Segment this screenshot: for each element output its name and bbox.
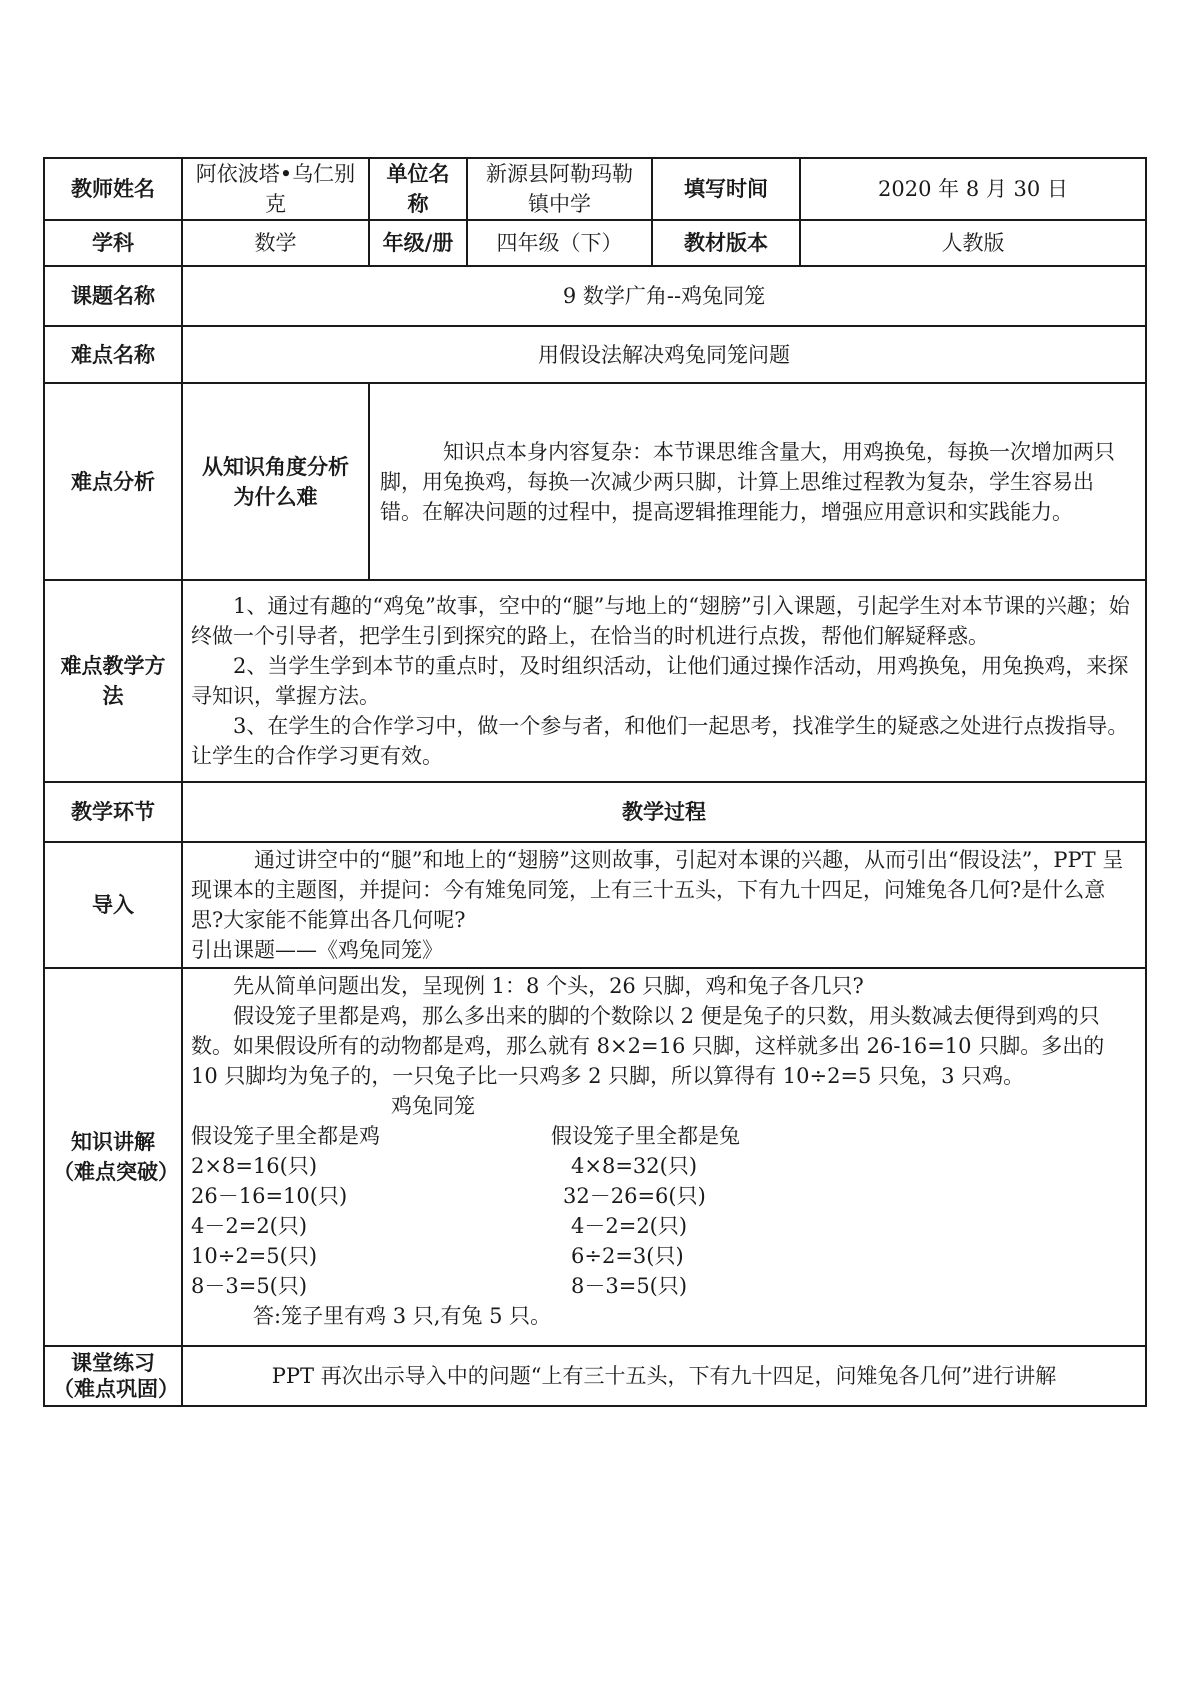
intro-text: 通过讲空中的“腿”和地上的“翅膀”这则故事，引起对本课的兴趣，从而引出“假设法”，PPT 呈现课本的主题图，并提问：今有雉兔同笼，上有三十五头，下有九十四足，问雉兔各几何?是什么意思?大家能不能算出各几何呢? xyxy=(191,848,1124,932)
method-p2: 2、当学生学到本节的重点时，及时组织活动，让他们通过操作活动，用鸡换兔，用兔换鸡，来探寻知识，掌握方法。 xyxy=(191,654,1129,708)
chicken-step: 10÷2=5(只) xyxy=(191,1244,318,1268)
row-intro xyxy=(44,842,1146,968)
method-p3: 3、在学生的合作学习中，做一个参与者，和他们一起思考，找准学生的疑惑之处进行点拨指导。让学生的合作学习更有效。 xyxy=(191,714,1129,768)
intro-line2: 引出课题——《鸡兔同笼》 xyxy=(191,938,443,962)
diagram-title: 鸡兔同笼 xyxy=(391,1094,475,1118)
row-teacher xyxy=(44,158,1146,220)
chicken-step: 8－3=5(只) xyxy=(191,1274,308,1298)
row-difficulty xyxy=(44,326,1146,383)
row-practice xyxy=(44,1346,1146,1406)
teacher-label: 教师姓名 xyxy=(44,158,182,220)
method-text-cell xyxy=(182,580,1146,782)
rabbit-step: 32－26=6(只) xyxy=(563,1184,706,1208)
rabbit-step: 4－2=2(只) xyxy=(571,1214,688,1238)
grade-label: 年级/册 xyxy=(369,220,467,266)
intro-text-cell xyxy=(182,842,1146,968)
date-value: 2020 年 8 月 30 日 xyxy=(800,158,1146,220)
teacher-value: 阿依波塔•乌仁别克 xyxy=(182,158,369,220)
row-lecture xyxy=(44,968,1146,1346)
chicken-column xyxy=(191,1121,551,1301)
topic-label: 课题名称 xyxy=(44,266,182,326)
lecture-p2: 假设笼子里都是鸡，那么多出来的脚的个数除以 2 便是兔子的只数，用头数减去便得到鸡的只数。如果假设所有的动物都是鸡，那么就有 8×2=16 只脚，这样就多出 26-16=10 只脚。多出的 10 只脚均为兔子的，一只兔子比一只鸡多 2 只脚，所以算得有 10÷2=5 只兔，3 只鸡。 xyxy=(191,1004,1105,1088)
rabbit-step: 4×8=32(只) xyxy=(571,1154,698,1178)
row-subject xyxy=(44,220,1146,266)
chicken-step: 4－2=2(只) xyxy=(191,1214,308,1238)
difficulty-label: 难点名称 xyxy=(44,326,182,383)
chicken-step: 2×8=16(只) xyxy=(191,1154,318,1178)
practice-text: PPT 再次出示导入中的问题“上有三十五头，下有九十四足，问雉兔各几何”进行讲解 xyxy=(182,1346,1146,1406)
difficulty-value: 用假设法解决鸡兔同笼问题 xyxy=(182,326,1146,383)
lecture-sub-label: （难点突破） xyxy=(53,1160,179,1184)
rabbit-step: 6÷2=3(只) xyxy=(571,1244,684,1268)
unit-value: 新源县阿勒玛勒镇中学 xyxy=(467,158,652,220)
rabbit-column-head: 假设笼子里全都是兔 xyxy=(551,1124,740,1148)
method-p1: 1、通过有趣的“鸡兔”故事，空中的“腿”与地上的“翅膀”引入课题，引起学生对本节课的兴趣；始终做一个引导者，把学生引到探究的路上，在恰当的时机进行点拨，帮他们解疑释惑。 xyxy=(191,594,1130,648)
practice-label: 课堂练习 xyxy=(71,1351,155,1375)
lecture-label: 知识讲解 xyxy=(71,1130,155,1154)
row-analysis xyxy=(44,383,1146,580)
chicken-step: 26－16=10(只) xyxy=(191,1184,348,1208)
date-label: 填写时间 xyxy=(652,158,800,220)
analysis-text-cell xyxy=(369,383,1146,580)
subject-label: 学科 xyxy=(44,220,182,266)
rabbit-step: 8－3=5(只) xyxy=(571,1274,688,1298)
analysis-sub-label: 从知识角度分析为什么难 xyxy=(182,383,369,580)
process-value: 教学过程 xyxy=(182,782,1146,842)
unit-label: 单位名称 xyxy=(369,158,467,220)
solution-columns xyxy=(191,1121,1137,1301)
lecture-label-cell xyxy=(44,968,182,1346)
edition-value: 人教版 xyxy=(800,220,1146,266)
edition-label: 教材版本 xyxy=(652,220,800,266)
method-label: 难点教学方法 xyxy=(44,580,182,782)
analysis-text: 知识点本身内容复杂：本节课思维含量大，用鸡换兔，每换一次增加两只脚，用兔换鸡，每换一次减少两只脚，计算上思维过程教为复杂，学生容易出错。在解决问题的过程中，提高逻辑推理能力，增强应用意识和实践能力。 xyxy=(380,439,1115,524)
row-method xyxy=(44,580,1146,782)
chicken-column-head: 假设笼子里全都是鸡 xyxy=(191,1124,380,1148)
subject-value: 数学 xyxy=(182,220,369,266)
rabbit-column xyxy=(551,1121,740,1301)
row-topic xyxy=(44,266,1146,326)
intro-label: 导入 xyxy=(44,842,182,968)
practice-label-cell xyxy=(44,1346,182,1406)
grade-value: 四年级（下） xyxy=(467,220,652,266)
practice-sub-label: （难点巩固） xyxy=(53,1377,179,1401)
lecture-answer: 答:笼子里有鸡 3 只,有兔 5 只。 xyxy=(253,1304,552,1328)
analysis-label: 难点分析 xyxy=(44,383,182,580)
lecture-text-cell xyxy=(182,968,1146,1346)
process-label: 教学环节 xyxy=(44,782,182,842)
lesson-plan-table xyxy=(43,157,1147,1407)
topic-value: 9 数学广角--鸡兔同笼 xyxy=(182,266,1146,326)
lecture-p1: 先从简单问题出发，呈现例 1：8 个头，26 只脚，鸡和兔子各几只? xyxy=(233,974,864,998)
row-process-header xyxy=(44,782,1146,842)
